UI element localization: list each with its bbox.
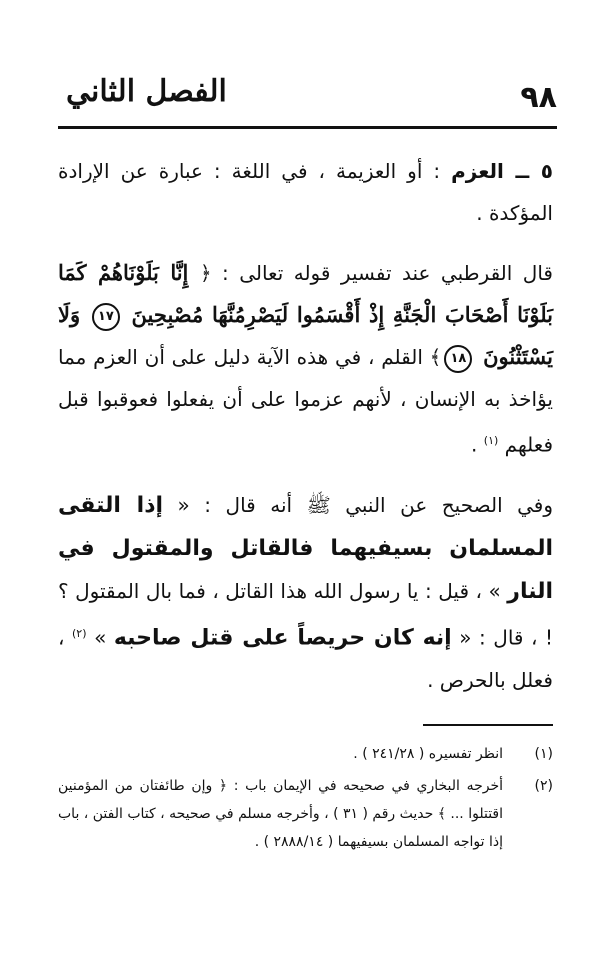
quran-verse-b: وَلَا يَسْتَثْنُونَ — [58, 302, 553, 369]
hadith-text-1: إذا التقى المسلمان بسيفيهما فالقاتل والمقتول في النار — [58, 492, 553, 604]
footnote-divider — [423, 724, 553, 726]
hadith-close: » — [94, 625, 114, 650]
footnote-ref-1: (١) — [483, 434, 499, 447]
verse-number-17: ١٧ — [92, 303, 120, 331]
hadith-intro: وفي الصحيح عن النبي ﷺ أنه قال : « — [163, 492, 554, 517]
footnote-ref-2: (٢) — [72, 626, 87, 640]
body-text — [58, 150, 553, 719]
definition-text: : أو العزيمة ، في اللغة : عبارة عن الإرادة المؤكدة . — [58, 159, 553, 225]
header-rule — [58, 126, 557, 129]
footnotes — [58, 740, 553, 860]
footnote-number: (١) — [534, 746, 553, 762]
page-number: ٩٨ — [520, 80, 557, 115]
paragraph-hadith — [58, 484, 553, 702]
verse-number-18: ١٨ — [444, 345, 472, 373]
hadith-text-2: إنه كان حريصاً على قتل صاحبه — [113, 625, 452, 651]
hadith-mid: » ، قيل : يا رسول الله هذا القاتل ، فما بال المقتول ؟ ! ، قال : « — [58, 578, 554, 650]
quran-verse-a: إِنَّا بَلَوْنَاهُمْ كَمَا بَلَوْنَا أَصْحَابَ الْجَنَّةِ إِذْ أَقْسَمُوا لَيَصْرِمُنَّهَا مُصْبِحِينَ — [58, 260, 554, 327]
paragraph-qurtubi — [58, 252, 553, 466]
qurtubi-end: . — [471, 432, 484, 457]
qurtubi-commentary: ﴾ القلم ، في هذه الآية دليل على أن العزم مما يؤاخذ به الإنسان ، لأنهم عزموا على أن يفعلوا فعوقبوا قبل فعلهم — [58, 345, 553, 457]
page-header — [58, 68, 557, 130]
hadith-end: ، فعلل بالحرص . — [58, 625, 553, 693]
footnote-item — [58, 740, 553, 768]
term-heading: ٥ ــ العزم — [451, 159, 553, 183]
footnote-item — [58, 772, 553, 856]
qurtubi-intro: قال القرطبي عند تفسير قوله تعالى : ﴿ — [199, 261, 553, 285]
footnote-text: انظر تفسيره ( ٢٤١/٢٨ ) . — [353, 746, 503, 762]
paragraph-definition — [58, 150, 553, 234]
chapter-title: الفصل الثاني — [66, 74, 227, 109]
footnote-text: أخرجه البخاري في صحيحه في الإيمان باب : ﴿ وإن طائفتان من المؤمنين اقتتلوا ... ﴾ حديث رقم ( ٣١ ) ، وأخرجه مسلم في صحيحه ، كتاب الفتن ، باب إذا تواجه المسلمان بسيفيهما ( ٢٨٨٨/١٤ ) . — [58, 778, 503, 850]
footnote-number: (٢) — [534, 778, 553, 794]
